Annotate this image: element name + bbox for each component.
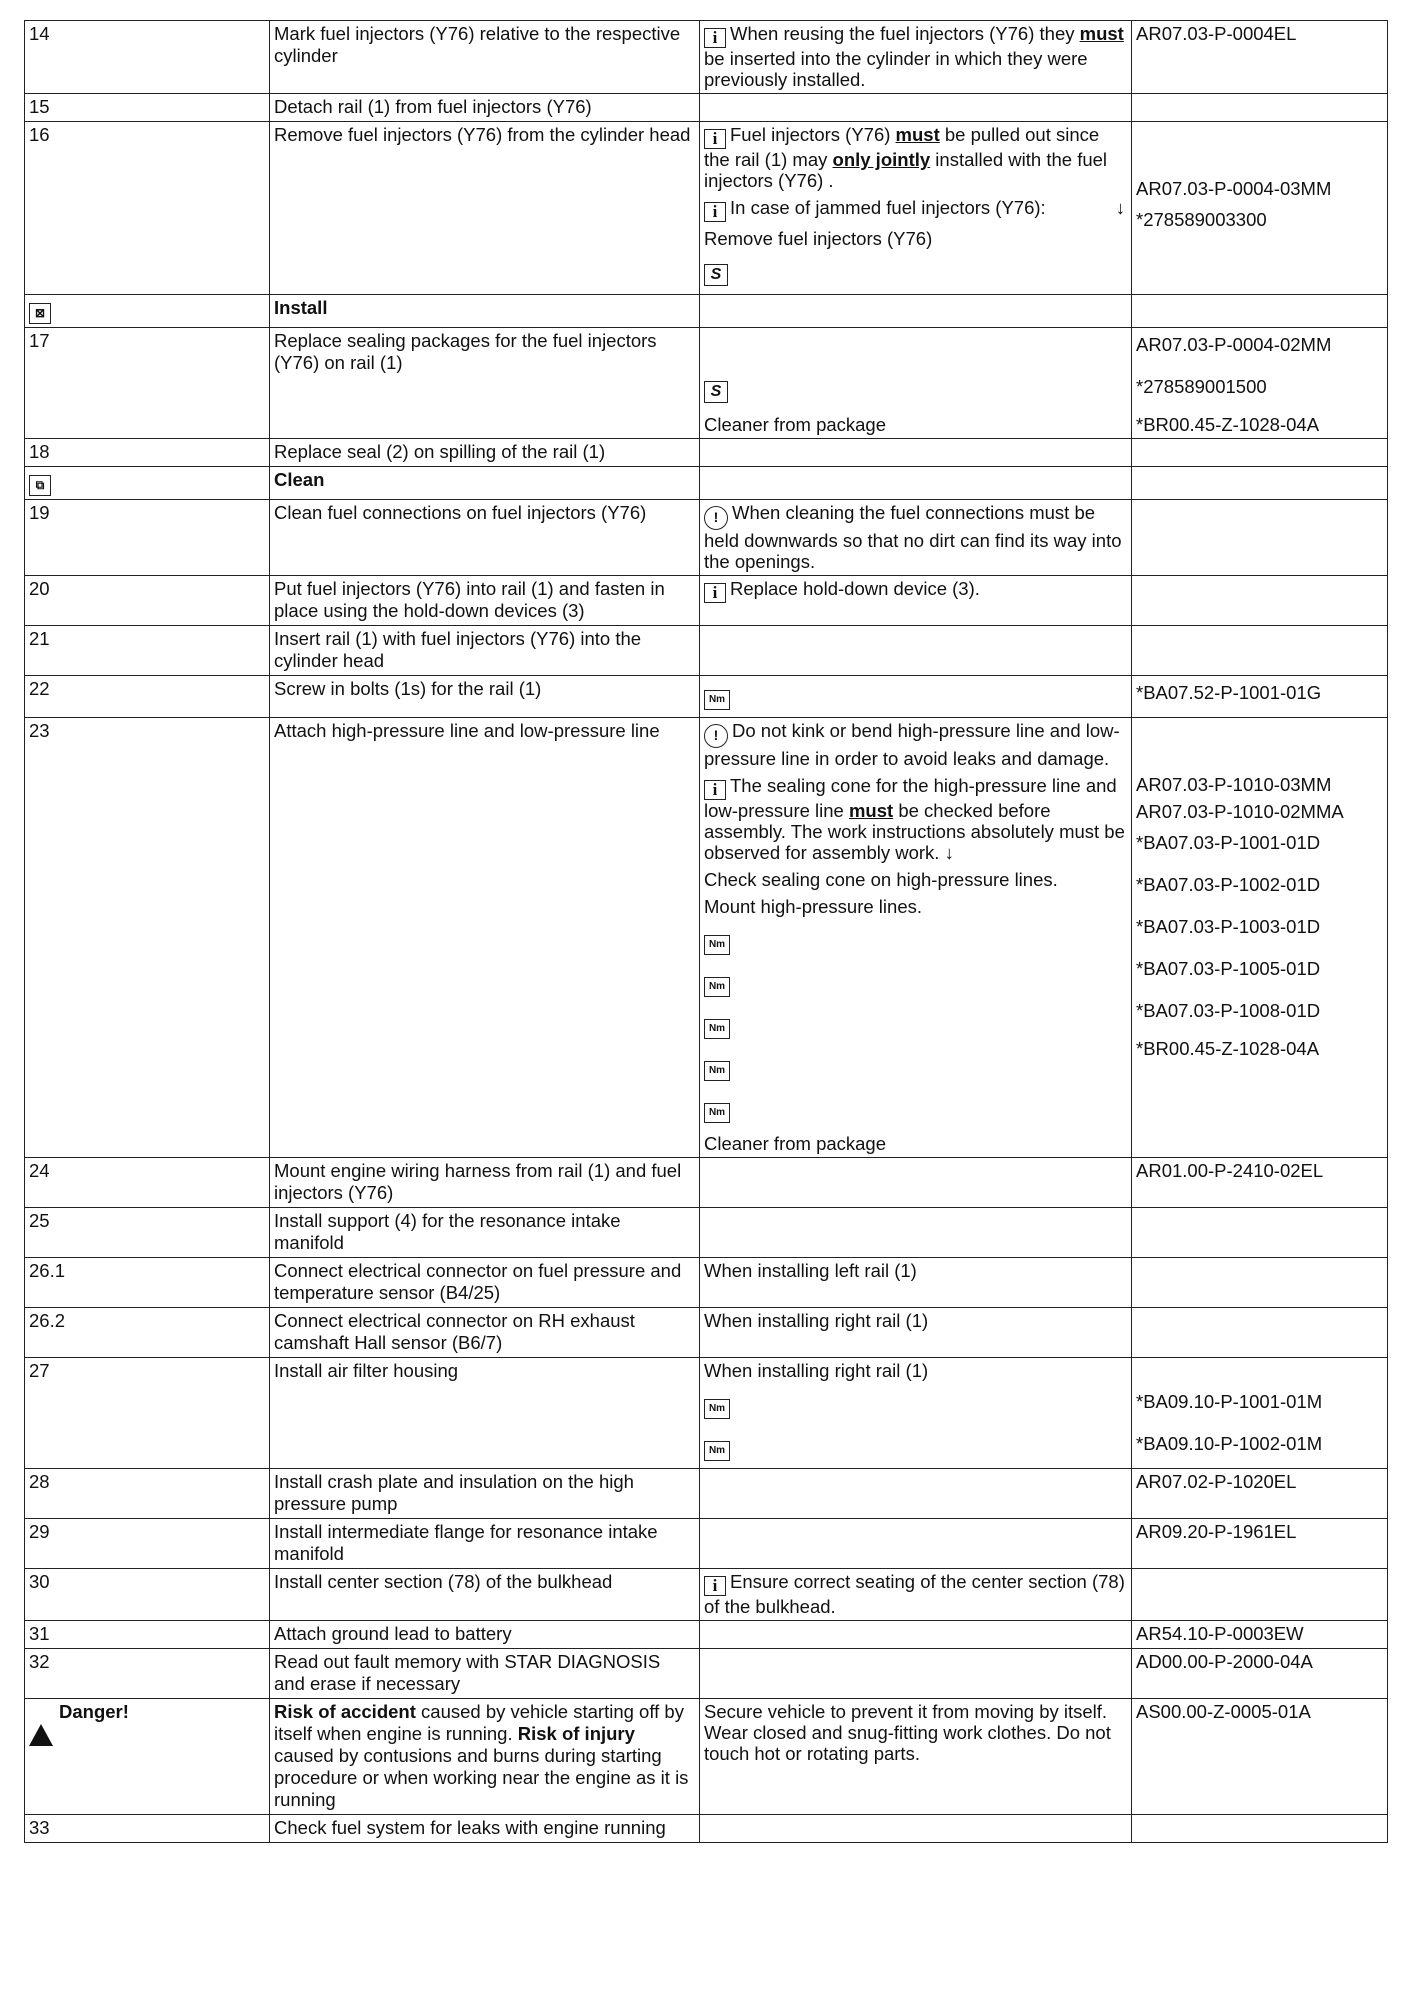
- step-cell: [25, 439, 270, 467]
- reference-line: [1136, 912, 1383, 948]
- document-reference: *278589001500: [1136, 376, 1267, 397]
- table-row: [25, 1158, 1388, 1208]
- note-line: [704, 255, 1127, 291]
- table-row: [25, 1469, 1388, 1519]
- step-cell: [25, 500, 270, 576]
- reference-line: [1136, 1651, 1383, 1672]
- reference-line: [1136, 1471, 1383, 1492]
- step-cell: [25, 1308, 270, 1358]
- note-line: [704, 965, 1127, 1001]
- note-text: When reusing the fuel injectors (Y76) they: [730, 23, 1080, 44]
- procedure-table: [24, 20, 1388, 1843]
- danger-hazards: [270, 1699, 700, 1815]
- reference-cell: [1132, 1308, 1388, 1358]
- danger-measures: [700, 1699, 1132, 1815]
- safety-measure: Wear closed and snug-fitting work clothes. Do not touch hot or rotating parts.: [704, 1722, 1111, 1764]
- step-cell: [25, 1469, 270, 1519]
- document-reference: AR07.03-P-0004-03MM: [1136, 178, 1332, 199]
- step-number: 20: [29, 578, 50, 599]
- note-text: Do not kink or bend high-pressure line and low-pressure line in order to avoid leaks and damage.: [704, 720, 1120, 769]
- document-reference: *BA07.03-P-1005-01D: [1136, 958, 1321, 979]
- note-text: be inserted into the cylinder in which they were previously installed.: [704, 48, 1088, 90]
- operation-label: Attach high-pressure line and low-pressure line: [274, 720, 660, 741]
- notes-cell: [700, 500, 1132, 576]
- info-icon: i: [704, 28, 726, 48]
- step-cell: [25, 467, 270, 500]
- notes-cell: [700, 122, 1132, 295]
- document-reference: *BA07.03-P-1003-01D: [1136, 916, 1321, 937]
- step-cell: [25, 295, 270, 328]
- reference-cell: [1132, 500, 1388, 576]
- operation-label: Install intermediate flange for resonance intake manifold: [274, 1521, 658, 1564]
- step-number: 19: [29, 502, 50, 523]
- notes-cell: [700, 328, 1132, 439]
- reference-cell: [1132, 328, 1388, 439]
- operation-text: [270, 676, 700, 718]
- operation-text: [270, 328, 700, 439]
- info-icon: i: [704, 1576, 726, 1596]
- document-reference: *BA09.10-P-1001-01M: [1136, 1391, 1323, 1412]
- note-line: [704, 23, 1127, 90]
- step-cell: [25, 1519, 270, 1569]
- table-row: [25, 1519, 1388, 1569]
- reference-line: [1136, 801, 1383, 822]
- reference-line: [1136, 23, 1383, 44]
- step-number: 29: [29, 1521, 50, 1542]
- table-row: [25, 122, 1388, 295]
- step-cell: [25, 626, 270, 676]
- document-reference: AR07.03-P-0004EL: [1136, 23, 1297, 44]
- note-line: [704, 1260, 1127, 1281]
- document-reference: AD00.00-P-2000-04A: [1136, 1651, 1313, 1672]
- operation-text: [270, 1308, 700, 1358]
- torque-nm-icon: Nm: [704, 977, 730, 997]
- reference-line: [1136, 747, 1383, 768]
- danger-row: [25, 1699, 1388, 1815]
- operation-label: Check fuel system for leaks with engine running: [274, 1817, 666, 1838]
- danger-label: Danger!: [59, 1701, 129, 1722]
- note-text: Remove fuel injectors (Y76): [704, 228, 933, 249]
- note-text: Mount high-pressure lines.: [704, 896, 922, 917]
- note-line: [704, 1091, 1127, 1127]
- section-title: [270, 467, 700, 500]
- reference-cell: [1132, 295, 1388, 328]
- operation-text: [270, 94, 700, 122]
- torque-nm-icon: Nm: [704, 1441, 730, 1461]
- step-cell: [25, 1358, 270, 1469]
- note-line: [704, 1007, 1127, 1043]
- note-line: [704, 923, 1127, 959]
- operation-label: Install center section (78) of the bulkhead: [274, 1571, 613, 1592]
- step-number: 26.1: [29, 1260, 66, 1281]
- note-line: [704, 578, 1127, 603]
- note-line: [704, 1133, 1127, 1154]
- safety-measure: Secure vehicle to prevent it from moving by itself.: [704, 1701, 1108, 1722]
- operation-text: [270, 1649, 700, 1699]
- step-number: 31: [29, 1623, 50, 1644]
- operation-text: [270, 1358, 700, 1469]
- special-tool-icon: S: [704, 264, 728, 286]
- reference-cell: [1132, 1649, 1388, 1699]
- hazard-text: caused by vehicle starting off by itself when engine is running.: [274, 1701, 684, 1744]
- step-number: 25: [29, 1210, 50, 1231]
- operation-text: [270, 500, 700, 576]
- note-line: [704, 720, 1127, 769]
- reference-line: [1136, 996, 1383, 1032]
- note-text: Check sealing cone on high-pressure lines.: [704, 869, 1058, 890]
- notes-cell: [700, 1519, 1132, 1569]
- torque-nm-icon: Nm: [704, 935, 730, 955]
- reference-line: [1136, 178, 1383, 199]
- section-label: Clean: [274, 469, 325, 490]
- operation-text: [270, 718, 700, 1158]
- document-reference: AR01.00-P-2410-02EL: [1136, 1160, 1324, 1181]
- step-number: 27: [29, 1360, 50, 1381]
- document-reference: *BA09.10-P-1002-01M: [1136, 1433, 1323, 1454]
- note-line: [704, 1571, 1127, 1617]
- note-text: Cleaner from package: [704, 414, 887, 435]
- note-line: [704, 502, 1127, 572]
- document-reference: *BR00.45-Z-1028-04A: [1136, 414, 1320, 435]
- table-row: [25, 1358, 1388, 1469]
- reference-cell: [1132, 21, 1388, 94]
- reference-line: [1136, 1360, 1383, 1381]
- note-emphasis: must: [848, 800, 894, 821]
- reference-line: [1136, 1038, 1383, 1059]
- note-line: [704, 775, 1127, 863]
- note-text: When installing right rail (1): [704, 1310, 929, 1331]
- operation-text: [270, 122, 700, 295]
- note-line: [704, 1310, 1127, 1331]
- table-row: [25, 467, 1388, 500]
- operation-text: [270, 1815, 700, 1843]
- note-line: [704, 124, 1127, 191]
- reference-cell: [1132, 439, 1388, 467]
- hazard-title: Risk of injury: [517, 1723, 635, 1744]
- step-number: 32: [29, 1651, 50, 1672]
- reference-line: [1136, 330, 1383, 366]
- document-reference: AS00.00-Z-0005-01A: [1136, 1701, 1311, 1722]
- operation-text: [270, 1519, 700, 1569]
- document-reference: AR09.20-P-1961EL: [1136, 1521, 1297, 1542]
- operation-label: Remove fuel injectors (Y76) from the cylinder head: [274, 124, 691, 145]
- note-text: Fuel injectors (Y76): [730, 124, 896, 145]
- note-line: [704, 869, 1127, 890]
- step-number: 30: [29, 1571, 50, 1592]
- notes-cell: [700, 1308, 1132, 1358]
- operation-text: [270, 1208, 700, 1258]
- note-line: [704, 1360, 1127, 1381]
- document-reference: *BA07.03-P-1002-01D: [1136, 874, 1321, 895]
- notes-cell: [700, 1621, 1132, 1649]
- step-cell: [25, 328, 270, 439]
- reference-cell: [1132, 1519, 1388, 1569]
- reference-cell: [1132, 94, 1388, 122]
- operation-label: Clean fuel connections on fuel injectors (Y76): [274, 502, 647, 523]
- danger-reference: [1132, 1699, 1388, 1815]
- continue-arrow-icon: ↓: [1115, 197, 1125, 218]
- notes-cell: [700, 295, 1132, 328]
- operation-label: Insert rail (1) with fuel injectors (Y76) into the cylinder head: [274, 628, 642, 671]
- operation-label: Mount engine wiring harness from rail (1) and fuel injectors (Y76): [274, 1160, 682, 1203]
- note-text: be pulled out since the rail (1) may: [704, 124, 1100, 170]
- hazard-title: Risk of accident: [274, 1701, 416, 1722]
- operation-text: [270, 1621, 700, 1649]
- operation-label: Connect electrical connector on fuel pressure and temperature sensor (B4/25): [274, 1260, 682, 1303]
- table-row: [25, 94, 1388, 122]
- reference-line: [1136, 151, 1383, 172]
- table-row: [25, 576, 1388, 626]
- table-row: [25, 21, 1388, 94]
- notes-cell: [700, 439, 1132, 467]
- operation-text: [270, 626, 700, 676]
- reference-line: [1136, 678, 1383, 714]
- step-cell: [25, 1815, 270, 1843]
- info-icon: i: [704, 129, 726, 149]
- step-cell: [25, 1208, 270, 1258]
- procedure-table-body: [25, 21, 1388, 1843]
- reference-cell: [1132, 1358, 1388, 1469]
- step-cell: [25, 21, 270, 94]
- step-number: 24: [29, 1160, 50, 1181]
- note-text: Replace hold-down device (3).: [730, 578, 980, 599]
- notes-cell: [700, 1358, 1132, 1469]
- section-install-icon: ⊠: [29, 303, 51, 324]
- document-reference: *BA07.03-P-1001-01D: [1136, 832, 1321, 853]
- reference-cell: [1132, 122, 1388, 295]
- note-line: [704, 1387, 1127, 1423]
- note-emphasis: must: [895, 124, 940, 145]
- operation-label: Connect electrical connector on RH exhaust camshaft Hall sensor (B6/7): [274, 1310, 635, 1353]
- step-cell: [25, 122, 270, 295]
- table-row: [25, 676, 1388, 718]
- reference-cell: [1132, 626, 1388, 676]
- caution-icon: !: [704, 506, 728, 530]
- step-number: 14: [29, 23, 50, 44]
- reference-line: [1136, 1429, 1383, 1465]
- reference-line: [1136, 205, 1383, 241]
- note-text: When installing left rail (1): [704, 1260, 917, 1281]
- reference-line: [1136, 954, 1383, 990]
- reference-cell: [1132, 1158, 1388, 1208]
- document-reference: AR07.03-P-1010-03MM: [1136, 774, 1332, 795]
- step-cell: [25, 576, 270, 626]
- step-cell: [25, 676, 270, 718]
- note-line: [704, 330, 1127, 366]
- note-line: [704, 1429, 1127, 1465]
- reference-cell: [1132, 1569, 1388, 1621]
- notes-cell: [700, 626, 1132, 676]
- note-text: The sealing cone for the high-pressure line and low-pressure line: [704, 775, 1117, 821]
- info-icon: i: [704, 202, 726, 222]
- reference-line: [1136, 870, 1383, 906]
- note-line: [704, 678, 1127, 714]
- document-reference: *278589003300: [1136, 209, 1267, 230]
- step-number: 33: [29, 1817, 50, 1838]
- reference-cell: [1132, 1258, 1388, 1308]
- reference-line: [1136, 1521, 1383, 1542]
- reference-line: [1136, 1160, 1383, 1181]
- section-title: [270, 295, 700, 328]
- step-cell: [25, 718, 270, 1158]
- table-row: [25, 1569, 1388, 1621]
- torque-nm-icon: Nm: [704, 1399, 730, 1419]
- notes-cell: [700, 1569, 1132, 1621]
- section-label: Install: [274, 297, 328, 318]
- table-row: [25, 1208, 1388, 1258]
- reference-cell: [1132, 1815, 1388, 1843]
- reference-line: [1136, 414, 1383, 435]
- notes-cell: [700, 1815, 1132, 1843]
- step-cell: [25, 1569, 270, 1621]
- note-text: Cleaner from package: [704, 1133, 887, 1154]
- document-reference: AR07.02-P-1020EL: [1136, 1471, 1297, 1492]
- notes-cell: [700, 576, 1132, 626]
- note-line: [704, 228, 1127, 249]
- table-row: [25, 500, 1388, 576]
- table-row: [25, 1308, 1388, 1358]
- torque-nm-icon: Nm: [704, 1103, 730, 1123]
- step-cell: [25, 1258, 270, 1308]
- continue-arrow-icon: ↓: [944, 842, 954, 863]
- table-row: [25, 1649, 1388, 1699]
- notes-cell: [700, 1208, 1132, 1258]
- table-row: [25, 626, 1388, 676]
- reference-cell: [1132, 1208, 1388, 1258]
- reference-line: [1136, 774, 1383, 795]
- operation-text: [270, 1569, 700, 1621]
- reference-line: [1136, 124, 1383, 145]
- note-text: installed with the fuel injectors (Y76) .: [704, 149, 1108, 191]
- special-tool-icon: S: [704, 381, 728, 403]
- note-text: When installing right rail (1): [704, 1360, 929, 1381]
- step-cell: [25, 94, 270, 122]
- operation-label: Mark fuel injectors (Y76) relative to the respective cylinder: [274, 23, 681, 66]
- table-row: [25, 1621, 1388, 1649]
- step-number: 28: [29, 1471, 50, 1492]
- step-number: 21: [29, 628, 50, 649]
- operation-label: Install air filter housing: [274, 1360, 459, 1381]
- note-line: [704, 372, 1127, 408]
- caution-icon: !: [704, 724, 728, 748]
- operation-text: [270, 439, 700, 467]
- reference-cell: [1132, 676, 1388, 718]
- reference-line: [1136, 1387, 1383, 1423]
- reference-cell: [1132, 1469, 1388, 1519]
- step-number: 23: [29, 720, 50, 741]
- document-reference: AR54.10-P-0003EW: [1136, 1623, 1304, 1644]
- note-text: When cleaning the fuel connections must be held downwards so that no dirt can find its way into the openings.: [704, 502, 1122, 572]
- operation-text: [270, 1258, 700, 1308]
- table-row: [25, 295, 1388, 328]
- note-line: [704, 896, 1127, 917]
- torque-nm-icon: Nm: [704, 1019, 730, 1039]
- operation-text: [270, 576, 700, 626]
- notes-cell: [700, 21, 1132, 94]
- danger-cell: [25, 1699, 270, 1815]
- note-line: [704, 414, 1127, 435]
- operation-label: Install crash plate and insulation on the high pressure pump: [274, 1471, 634, 1514]
- note-text: In case of jammed fuel injectors (Y76):: [730, 197, 1046, 218]
- step-number: 15: [29, 96, 50, 117]
- document-reference: AR07.03-P-0004-02MM: [1136, 334, 1332, 355]
- notes-cell: [700, 1469, 1132, 1519]
- reference-cell: [1132, 718, 1388, 1158]
- step-number: 17: [29, 330, 50, 351]
- table-row: [25, 439, 1388, 467]
- reference-cell: [1132, 1621, 1388, 1649]
- section-clean-icon: ⧉: [29, 475, 51, 496]
- reference-line: [1136, 372, 1383, 408]
- operation-label: Attach ground lead to battery: [274, 1623, 512, 1644]
- warning-triangle-icon: [29, 1703, 53, 1746]
- reference-cell: [1132, 467, 1388, 500]
- table-row: [25, 1258, 1388, 1308]
- note-line: [704, 1049, 1127, 1085]
- torque-nm-icon: Nm: [704, 690, 730, 710]
- table-row: [25, 718, 1388, 1158]
- notes-cell: [700, 676, 1132, 718]
- torque-nm-icon: Nm: [704, 1061, 730, 1081]
- table-row: [25, 1815, 1388, 1843]
- step-number: 26.2: [29, 1310, 66, 1331]
- notes-cell: [700, 94, 1132, 122]
- danger-heading: [29, 1701, 129, 1722]
- document-reference: *BR00.45-Z-1028-04A: [1136, 1038, 1320, 1059]
- info-icon: i: [704, 583, 726, 603]
- notes-cell: [700, 1649, 1132, 1699]
- document-reference: *BA07.03-P-1008-01D: [1136, 1000, 1321, 1021]
- step-cell: [25, 1621, 270, 1649]
- document-reference: AR07.03-P-1010-02MMA: [1136, 801, 1344, 822]
- info-icon: i: [704, 780, 726, 800]
- table-row: [25, 328, 1388, 439]
- operation-label: Replace seal (2) on spilling of the rail (1): [274, 441, 606, 462]
- notes-cell: [700, 1158, 1132, 1208]
- notes-cell: [700, 467, 1132, 500]
- operation-label: Install support (4) for the resonance intake manifold: [274, 1210, 621, 1253]
- step-cell: [25, 1158, 270, 1208]
- step-number: 18: [29, 441, 50, 462]
- notes-cell: [700, 1258, 1132, 1308]
- step-cell: [25, 1649, 270, 1699]
- note-text: Ensure correct seating of the center section (78) of the bulkhead.: [704, 1571, 1125, 1617]
- step-number: 22: [29, 678, 50, 699]
- note-emphasis: only jointly: [832, 149, 931, 170]
- operation-text: [270, 1158, 700, 1208]
- reference-line: [1136, 1623, 1383, 1644]
- operation-text: [270, 21, 700, 94]
- operation-text: [270, 1469, 700, 1519]
- reference-line: [1136, 720, 1383, 741]
- note-emphasis: must: [1079, 23, 1124, 44]
- operation-label: Replace sealing packages for the fuel injectors (Y76) on rail (1): [274, 330, 657, 373]
- notes-cell: [700, 718, 1132, 1158]
- hazard-text: caused by contusions and burns during starting procedure or when working near the engine as it is running: [274, 1745, 689, 1810]
- step-number: 16: [29, 124, 50, 145]
- reference-line: [1136, 828, 1383, 864]
- reference-cell: [1132, 576, 1388, 626]
- operation-label: Screw in bolts (1s) for the rail (1): [274, 678, 542, 699]
- note-line: [704, 197, 1127, 222]
- note-text: be checked before assembly. The work instructions absolutely must be observed for assembly work.: [704, 800, 1125, 863]
- operation-label: Put fuel injectors (Y76) into rail (1) and fasten in place using the hold-down devices (3): [274, 578, 665, 621]
- operation-label: Read out fault memory with STAR DIAGNOSIS and erase if necessary: [274, 1651, 661, 1694]
- document-reference: *BA07.52-P-1001-01G: [1136, 682, 1322, 703]
- operation-label: Detach rail (1) from fuel injectors (Y76): [274, 96, 592, 117]
